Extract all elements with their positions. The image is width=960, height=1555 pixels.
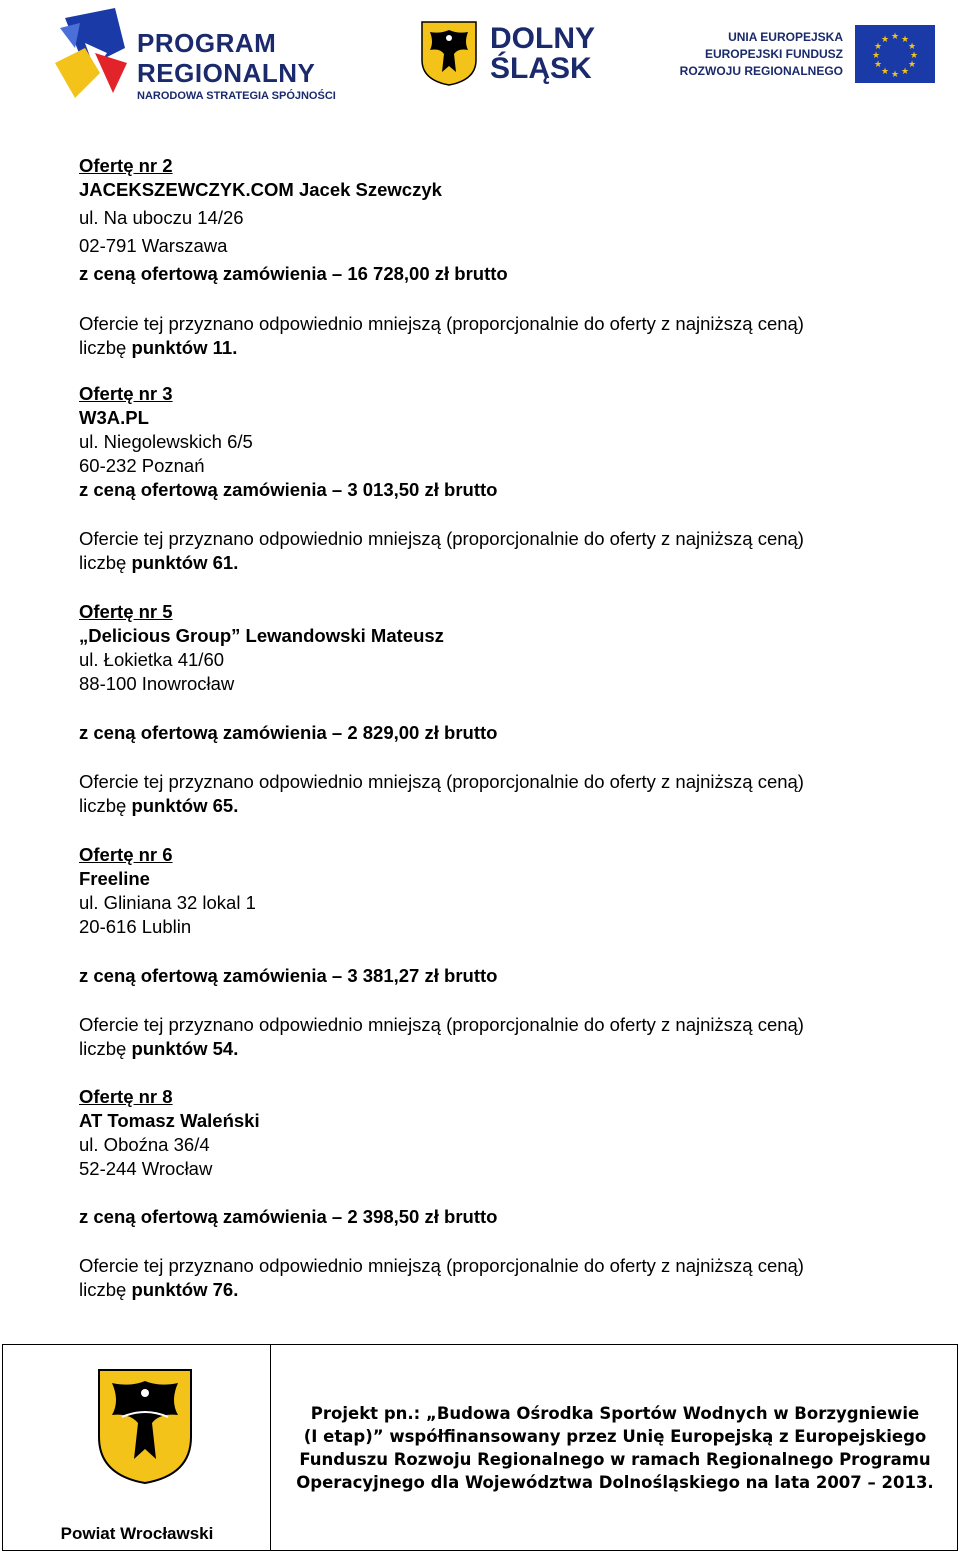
program-regionalny-star-icon [55,8,133,100]
offer-points-prefix: liczbę [79,337,132,358]
project-line: Operacyjnego dla Województwa Dolnośląskiego na lata 2007 – 2013. [296,1473,934,1492]
offer-block [79,600,953,818]
offer-points-line [79,1278,953,1302]
offer-company: „Delicious Group” Lewandowski Mateusz [79,625,444,646]
offer-city: 88-100 Inowrocław [79,673,235,694]
project-description [281,1402,949,1494]
offer-points-line [79,336,953,360]
svg-text:★: ★ [890,70,900,80]
offer-street: ul. Niegolewskich 6/5 [79,431,253,452]
svg-text:★: ★ [871,51,881,61]
offer-block [79,843,953,1061]
offer-title: Ofertę nr 2 [79,155,173,176]
offer-block [79,382,953,575]
offer-points-prefix: liczbę [79,552,132,573]
county-name: Powiat Wrocławski [60,1524,214,1543]
offer-points-value: punktów 11. [131,337,238,358]
region-logo-line2: ŚLĄSK [490,52,592,85]
footer-table [2,1344,958,1551]
footer-county-cell [3,1345,271,1550]
offer-street: ul. Na uboczu 14/26 [79,207,244,228]
eu-flag-icon [855,25,935,83]
offer-points-line [79,551,953,575]
offer-points-value: punktów 61. [131,552,239,573]
offer-points-value: punktów 65. [131,795,239,816]
offer-city: 52-244 Wrocław [79,1158,213,1179]
offer-title: Ofertę nr 8 [79,1086,173,1107]
eu-logo-line3: ROZWOJU REGIONALNEGO [679,64,843,78]
offer-points-prefix: liczbę [79,1038,132,1059]
offer-points-line [79,1037,953,1061]
offer-block [79,154,953,360]
offer-price: z ceną ofertową zamówienia – 2 398,50 zł brutto [79,1206,498,1227]
svg-text:★: ★ [900,35,910,45]
eu-logo [679,25,943,90]
program-logo-line2: REGIONALNY [137,58,316,88]
offer-points-prefix: liczbę [79,795,132,816]
offers-list [79,154,953,1302]
offer-points-value: punktów 76. [131,1279,239,1300]
program-logo-line3: NARODOWA STRATEGIA SPÓJNOŚCI [137,90,336,102]
svg-text:★: ★ [873,42,883,52]
svg-text:★: ★ [873,60,883,70]
offer-points-prefix: liczbę [79,1279,132,1300]
svg-text:★: ★ [890,32,900,42]
offer-points-text: Ofercie tej przyznano odpowiednio mniejszą (proporcjonalnie do oferty z najniższą ceną) [79,1255,804,1276]
project-line: Projekt pn.: „Budowa Ośrodka Sportów Wodnych w Borzygniewie [310,1404,920,1423]
program-regionalny-logo [55,8,355,103]
offer-city: 02-791 Warszawa [79,235,228,256]
offer-points-text: Ofercie tej przyznano odpowiednio mniejszą (proporcjonalnie do oferty z najniższą ceną) [79,771,804,792]
eu-logo-line1: UNIA EUROPEJSKA [728,30,843,44]
offer-title: Ofertę nr 5 [79,601,173,622]
offer-company: W3A.PL [79,407,149,428]
eu-logo-line2: EUROPEJSKI FUNDUSZ [704,47,843,61]
project-line: Funduszu Rozwoju Regionalnego w ramach Regionalnego Programu [299,1450,931,1469]
svg-text:★: ★ [907,42,917,52]
offer-company: AT Tomasz Waleński [79,1110,260,1131]
offer-street: ul. Oboźna 36/4 [79,1134,210,1155]
offer-points-line [79,794,953,818]
offer-company: JACEKSZEWCZYK.COM Jacek Szewczyk [79,179,442,200]
offer-street: ul. Łokietka 41/60 [79,649,225,670]
offer-points-text: Ofercie tej przyznano odpowiednio mniejszą (proporcjonalnie do oferty z najniższą ceną) [79,1014,804,1035]
offer-block [79,1085,953,1302]
offer-price: z ceną ofertową zamówienia – 2 829,00 zł brutto [79,722,498,743]
project-line: (I etap)” współfinansowany przez Unię Europejską z Europejskiego [303,1427,927,1446]
svg-text:★: ★ [900,67,910,77]
offer-company: Freeline [79,868,150,889]
svg-text:★: ★ [909,51,919,61]
offer-title: Ofertę nr 3 [79,383,173,404]
offer-price: z ceną ofertową zamówienia – 16 728,00 zł brutto [79,263,508,284]
header-logos [0,0,960,110]
svg-text:★: ★ [880,35,890,45]
offer-city: 60-232 Poznań [79,455,205,476]
region-logo-line1: DOLNY [490,22,595,55]
program-logo-line1: PROGRAM [137,28,277,58]
svg-text:★: ★ [907,60,917,70]
offer-points-value: punktów 54. [131,1038,239,1059]
powiat-crest-icon [96,1367,194,1485]
offer-price: z ceną ofertową zamówienia – 3 381,27 zł brutto [79,965,498,986]
eagle-crest-icon [420,20,478,86]
offer-points-text: Ofercie tej przyznano odpowiednio mniejszą (proporcjonalnie do oferty z najniższą ceną) [79,313,804,334]
dolny-slask-logo [420,20,620,90]
offer-price: z ceną ofertową zamówienia – 3 013,50 zł brutto [79,479,498,500]
offer-points-text: Ofercie tej przyznano odpowiednio mniejszą (proporcjonalnie do oferty z najniższą ceną) [79,528,804,549]
offer-city: 20-616 Lublin [79,916,192,937]
svg-text:★: ★ [880,67,890,77]
offer-title: Ofertę nr 6 [79,844,173,865]
offer-street: ul. Gliniana 32 lokal 1 [79,892,256,913]
